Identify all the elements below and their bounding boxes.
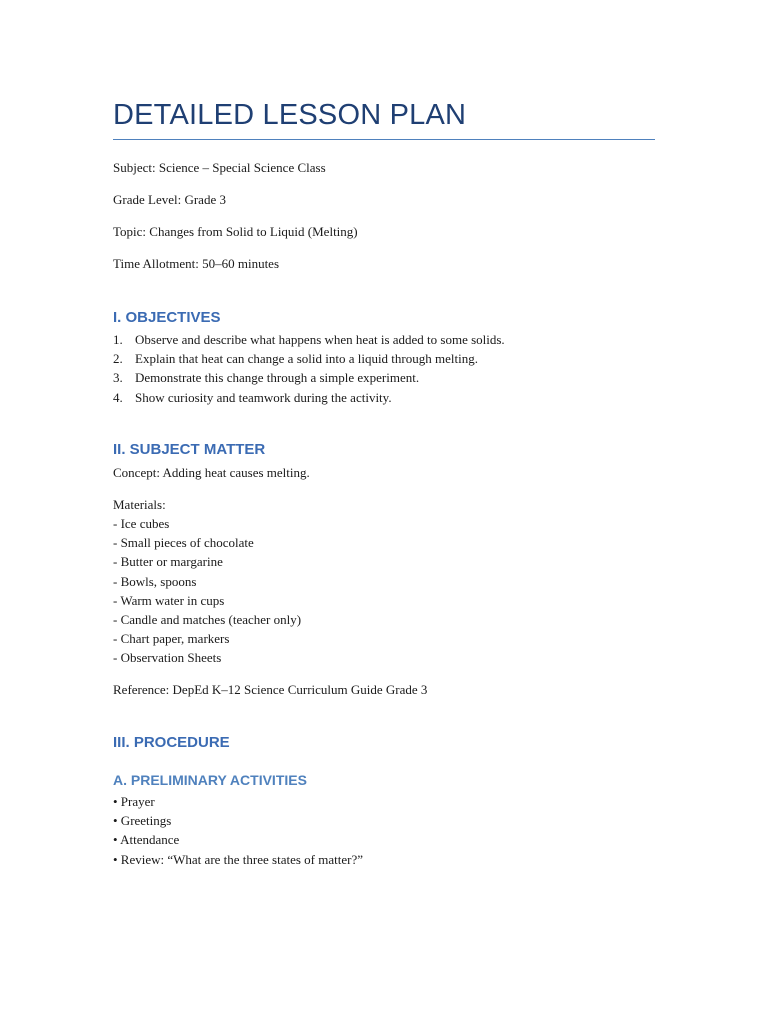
list-item: - Observation Sheets xyxy=(113,650,222,666)
list-item xyxy=(113,368,505,387)
list-number: 2. xyxy=(113,351,123,367)
list-item xyxy=(113,349,505,368)
objectives-heading: I. OBJECTIVES xyxy=(113,309,221,326)
list-number: 4. xyxy=(113,389,123,405)
list-item xyxy=(113,330,505,349)
objectives-list xyxy=(113,330,505,407)
list-item: • Prayer xyxy=(113,794,155,809)
preliminary-activities-heading: A. PRELIMINARY ACTIVITIES xyxy=(113,772,307,788)
list-text: Show curiosity and teamwork during the activity. xyxy=(135,389,392,405)
list-item: - Bowls, spoons xyxy=(113,573,197,589)
list-item: - Chart paper, markers xyxy=(113,631,230,647)
list-text: Observe and describe what happens when heat is added to some solids. xyxy=(135,332,505,347)
concept-line: Concept: Adding heat causes melting. xyxy=(113,465,310,480)
topic-line: Topic: Changes from Solid to Liquid (Melting) xyxy=(113,224,358,239)
preliminary-activities-list xyxy=(113,792,363,869)
time-allotment-line: Time Allotment: 50–60 minutes xyxy=(113,256,280,271)
materials-list xyxy=(113,514,301,668)
document-title: DETAILED LESSON PLAN xyxy=(113,99,467,131)
materials-label: Materials: xyxy=(113,497,166,512)
title-underline xyxy=(113,139,655,140)
list-item: - Butter or margarine xyxy=(113,554,223,570)
subject-line: Subject: Science – Special Science Class xyxy=(113,160,326,175)
list-item: - Candle and matches (teacher only) xyxy=(113,611,302,627)
list-item: • Greetings xyxy=(113,813,172,829)
list-text: Demonstrate this change through a simple experiment. xyxy=(135,370,420,386)
list-number: 1. xyxy=(113,332,123,347)
list-number: 3. xyxy=(113,370,123,386)
list-item: - Warm water in cups xyxy=(113,592,225,608)
list-item: - Small pieces of chocolate xyxy=(113,535,254,551)
list-text: Explain that heat can change a solid into a liquid through melting. xyxy=(135,351,478,367)
subject-matter-heading: II. SUBJECT MATTER xyxy=(113,441,266,458)
list-item: • Attendance xyxy=(113,832,180,848)
reference-line: Reference: DepEd K–12 Science Curriculum Guide Grade 3 xyxy=(113,682,428,697)
list-item: • Review: “What are the three states of matter?” xyxy=(113,851,363,867)
procedure-heading: III. PROCEDURE xyxy=(113,734,230,751)
list-item xyxy=(113,388,505,407)
grade-level-line: Grade Level: Grade 3 xyxy=(113,192,226,207)
list-item: - Ice cubes xyxy=(113,516,170,531)
